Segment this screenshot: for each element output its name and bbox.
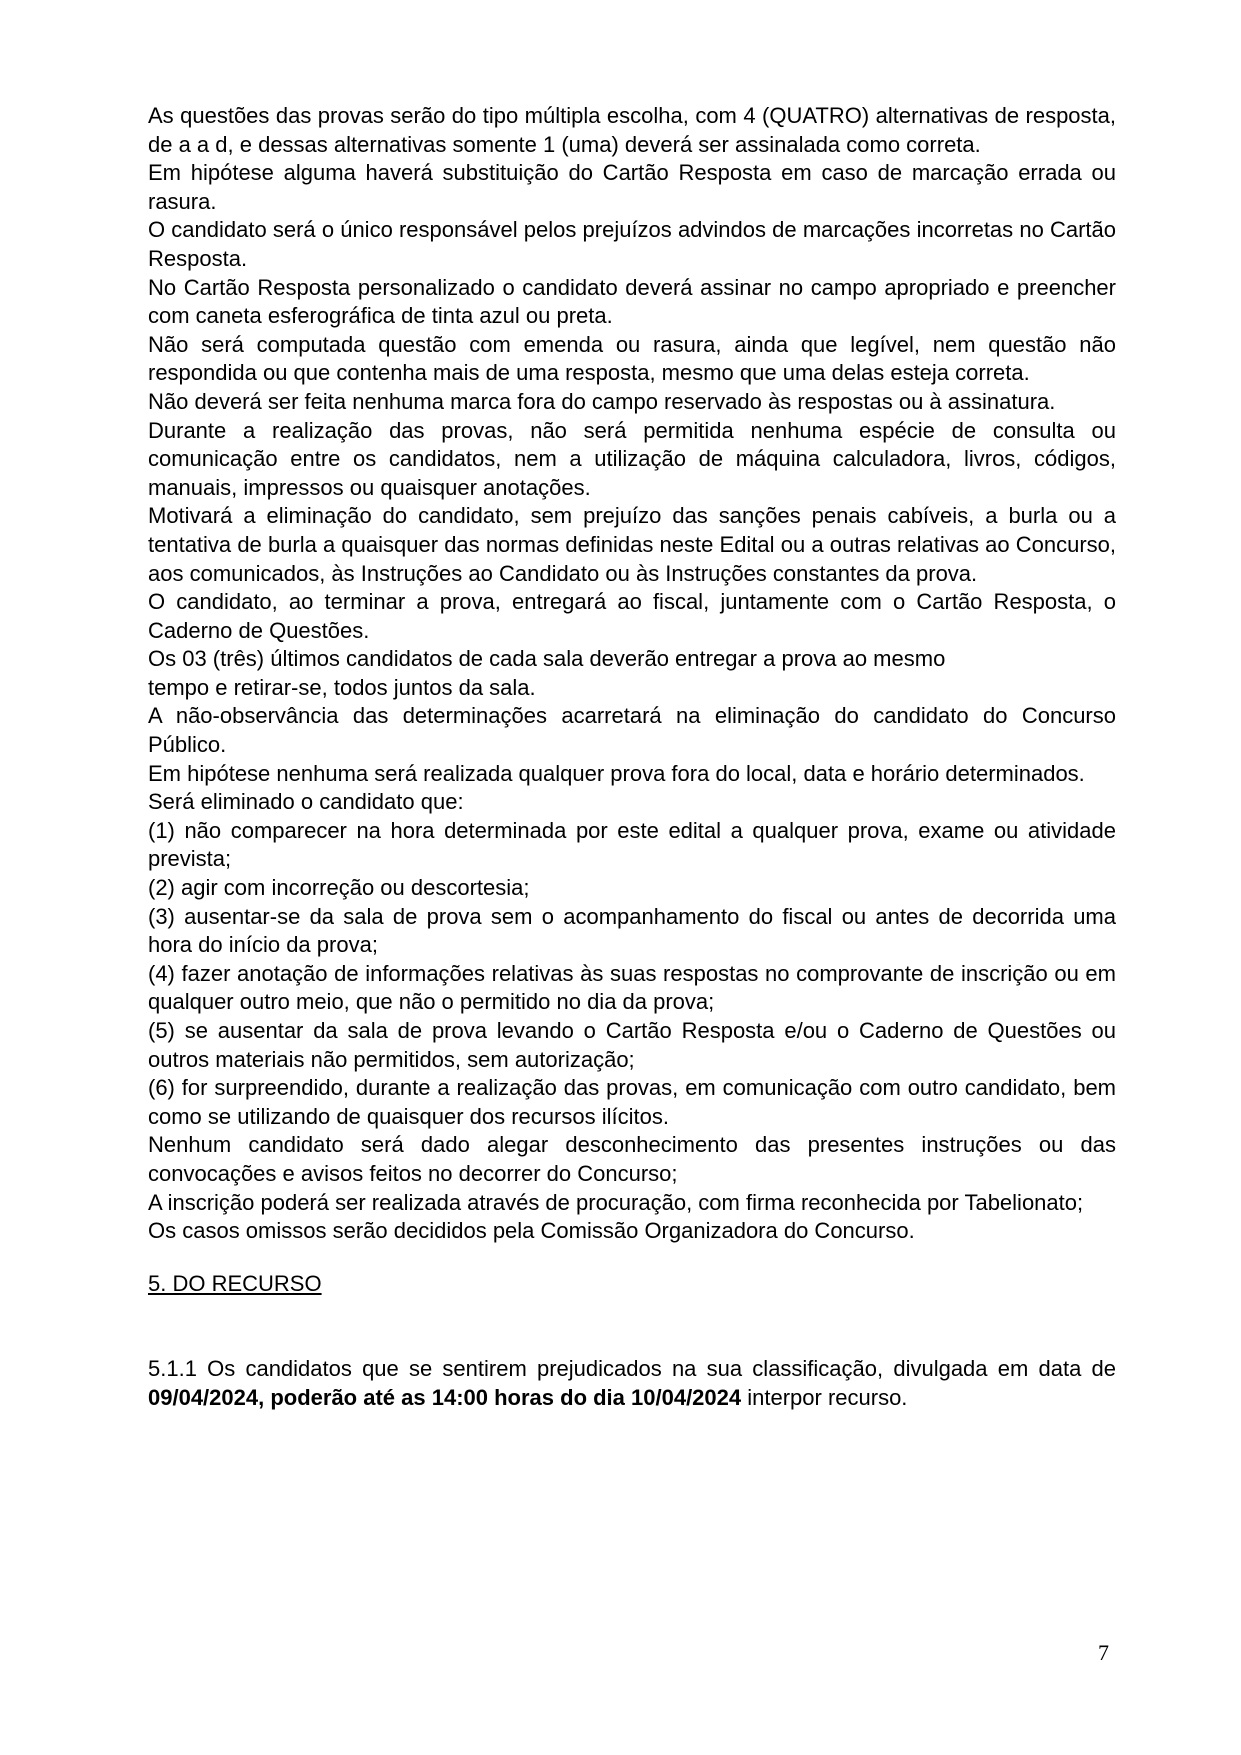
document-body	[148, 102, 1116, 1413]
list-item-2: (2) agir com incorreção ou descortesia;	[148, 875, 530, 901]
list-item-5: (5) se ausentar da sala de prova levando o Cartão Resposta e/ou o Caderno de Questões ou outros materiais não permitidos, sem autorização;	[148, 1018, 1116, 1072]
paragraph-not-computed: Não será computada questão com emenda ou rasura, ainda que legível, nem questão não respondida ou que contenha mais de uma resposta, mesmo que uma delas esteja correta.	[148, 331, 1116, 386]
paragraph-deliver-exam: O candidato, ao terminar a prova, entregará ao fiscal, juntamente com o Cartão Resposta, o Caderno de Questões.	[148, 589, 1116, 643]
paragraph-no-consultation: Durante a realização das provas, não será permitida nenhuma espécie de consulta ou comunicação entre os candidatos, nem a utilização de máquina calculadora, livros, códigos, manuais, impressos ou quaisquer anotações.	[148, 417, 1116, 500]
paragraph-eliminated-intro: Será eliminado o candidato que:	[148, 789, 464, 815]
list-item-1: (1) não comparecer na hora determinada por este edital a qualquer prova, exame ou atividade prevista;	[148, 817, 1116, 872]
recurso-dates-bold: 09/04/2024, poderão até as 14:00 horas do dia 10/04/2024	[148, 1384, 742, 1410]
paragraph-no-other-location: Em hipótese nenhuma será realizada qualquer prova fora do local, data e horário determinados.	[148, 760, 1085, 786]
list-item-3: (3) ausentar-se da sala de prova sem o acompanhamento do fiscal ou antes de decorrida uma hora do início da prova;	[148, 903, 1116, 958]
list-item-6: (6) for surpreendido, durante a realização das provas, em comunicação com outro candidato, bem como se utilizando de quaisquer dos recursos ilícitos.	[148, 1075, 1116, 1129]
paragraph-answer-card: No Cartão Resposta personalizado o candidato deverá assinar no campo apropriado e preencher com caneta esferográfica de tinta azul ou preta.	[148, 274, 1116, 329]
paragraph-recurso	[148, 1355, 1116, 1412]
paragraph-elimination-fraud: Motivará a eliminação do candidato, sem prejuízo das sanções penais cabíveis, a burla ou a tentativa de burla a quaisquer das normas definidas neste Edital ou a outras relativas ao Concurso, aos comunicados, às Instruções ao Candidato ou às Instruções constantes da prova.	[148, 503, 1116, 586]
paragraph-non-observance: A não-observância das determinações acarretará na eliminação do candidato do Concurso Público.	[148, 703, 1116, 758]
paragraph-no-ignorance: Nenhum candidato será dado alegar desconhecimento das presentes instruções ou das convocações e avisos feitos no decorrer do Concurso;	[148, 1132, 1116, 1186]
recurso-text-end: interpor recurso.	[741, 1384, 908, 1410]
paragraph-no-marks: Não deverá ser feita nenhuma marca fora do campo reservado às respostas ou à assinatura.	[148, 388, 1056, 414]
paragraph-last-candidates-line1: Os 03 (três) últimos candidatos de cada sala deverão entregar a prova ao mesmo	[148, 646, 946, 672]
paragraph-last-candidates-line2: tempo e retirar-se, todos juntos da sala.	[148, 674, 536, 700]
paragraph-responsibility: O candidato será o único responsável pelos prejuízos advindos de marcações incorretas no Cartão Resposta.	[148, 217, 1116, 271]
section-heading: 5. DO RECURSO	[148, 1270, 322, 1296]
list-item-4: (4) fazer anotação de informações relativas às suas respostas no comprovante de inscrição ou em qualquer outro meio, que não o permitido no dia da prova;	[148, 960, 1116, 1015]
paragraph-multiple-choice: As questões das provas serão do tipo múltipla escolha, com 4 (QUATRO) alternativas de resposta, de a a d, e dessas alternativas somente 1 (uma) deverá ser assinalada como correta.	[148, 103, 1116, 157]
page-number: 7	[1098, 1640, 1109, 1665]
paragraph-proxy: A inscrição poderá ser realizada através de procuração, com firma reconhecida por Tabelionato;	[148, 1189, 1084, 1215]
recurso-text-start: 5.1.1 Os candidatos que se sentirem prejudicados na sua classificação, divulgada em data de	[148, 1356, 1116, 1382]
paragraph-omitted-cases: Os casos omissos serão decididos pela Comissão Organizadora do Concurso.	[148, 1218, 915, 1244]
paragraph-no-substitution: Em hipótese alguma haverá substituição do Cartão Resposta em caso de marcação errada ou rasura.	[148, 160, 1116, 214]
